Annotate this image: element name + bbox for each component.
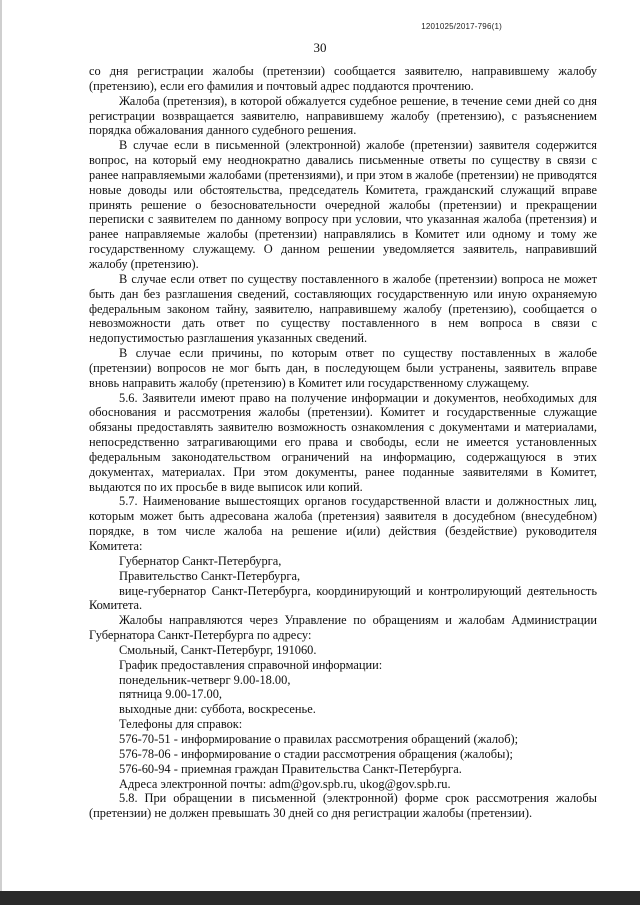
- paragraph-repeated-complaint: В случае если в письменной (электронной) жалобе (претензии) заявителя содержится вопрос, на который ему неоднократно давались письменные ответы по существу в связи с ранее направляемыми жалобами (претензиями), и при этом в жалобе (претензии) не приводятся новые доводы или обстоятельства, председатель Комитета, гражданский служащий вправе принять решение о безосновательности очередной жалобы (претензии) и прекращении переписки с заявителем по данному вопросу при условии, что указанная жалоба (претензия) и ранее направляемые жалобы (претензии) направлялись в Комитет или одному и тому же государственному служащему. О данном решении уведомляется заявитель, направивший жалобу (претензию).: [89, 138, 597, 271]
- paragraph-continuation: со дня регистрации жалобы (претензии) сообщается заявителю, направившему жалобу (претензию), если его фамилия и почтовый адрес поддаются прочтению.: [89, 64, 597, 93]
- page-number: 30: [313, 40, 327, 55]
- scan-bottom-edge: [0, 891, 640, 905]
- contact-schedule-fri: пятница 9.00-17.00,: [119, 687, 223, 702]
- document-code: 1201025/2017-796(1): [421, 22, 502, 31]
- paragraph-5-6: 5.6. Заявители имеют право на получение информации и документов, необходимых для обоснования и рассмотрения жалобы (претензии). Комитет и государственные служащие обязаны предоставлять заявителю возможность ознакомления с документами и материалами, непосредственно затрагивающими его права и свободы, если не имеется установленных федеральным законодательством ограничений на информацию, содержащуюся в этих документах, материалах. При этом документы, ранее поданные заявителями в Комитет, выдаются по их просьбе в виде выписок или копий.: [89, 390, 597, 494]
- paragraph-resubmission: В случае если причины, по которым ответ по существу поставленных в жалобе (претензии) вопросов не мог быть дан, в последующем были устранены, заявитель вправе вновь направить жалобу (претензию) в Комитет или государственному служащему.: [89, 346, 597, 390]
- paragraph-state-secret: В случае если ответ по существу поставленного в жалобе (претензии) вопроса не может быть дан без разглашения сведений, составляющих государственную или иную охраняемую федеральным законом тайну, заявителю, направившему жалобу (претензию), сообщается о невозможности дать ответ по существу поставленного в нем вопроса в связи с недопустимостью разглашения указанных сведений.: [89, 271, 597, 346]
- paragraph-complaints-route: Жалобы направляются через Управление по обращениям и жалобам Администрации Губернатора Санкт-Петербурга по адресу:: [89, 613, 597, 643]
- contact-phone-rules: 576-70-51 - информирование о правилах рассмотрения обращений (жалоб);: [119, 731, 519, 746]
- scan-left-edge: [0, 0, 2, 905]
- contact-address: Смольный, Санкт-Петербург, 191060.: [119, 642, 317, 657]
- paragraph-court-decision: Жалоба (претензия), в которой обжалуется судебное решение, в течение семи дней со дня регистрации возвращается заявителю, направившему жалобу (претензию), с разъяснением порядка обжалования данного судебного решения.: [89, 93, 597, 138]
- document-body: [89, 64, 597, 821]
- contact-phones-title: Телефоны для справок:: [119, 717, 243, 732]
- paragraph-5-7: 5.7. Наименование вышестоящих органов государственной власти и должностных лиц, которым может быть адресована жалоба (претензия) заявителя в досудебном (внесудебном) порядке, в том числе жалоба на решение и(или) действия (бездействие) руководителя Комитета:: [89, 494, 597, 553]
- authority-government: Правительство Санкт-Петербурга,: [119, 568, 301, 583]
- contact-phone-reception: 576-60-94 - приемная граждан Правительства Санкт-Петербурга.: [119, 761, 462, 776]
- authority-governor: Губернатор Санкт-Петербурга,: [119, 553, 282, 568]
- contact-days-off: выходные дни: суббота, воскресенье.: [119, 702, 316, 717]
- paragraph-5-8: 5.8. При обращении в письменной (электронной) форме срок рассмотрения жалобы (претензии) не должен превышать 30 дней со дня регистрации жалобы (претензии).: [89, 791, 597, 821]
- contact-emails: Адреса электронной почты: adm@gov.spb.ru, ukog@gov.spb.ru.: [119, 776, 451, 791]
- contact-schedule-mon-thu: понедельник-четверг 9.00-18.00,: [119, 672, 291, 687]
- authority-vice-governor: вице-губернатор Санкт-Петербурга, координирующий и контролирующий деятельность Комитета.: [89, 583, 597, 613]
- contact-schedule-title: График предоставления справочной информации:: [119, 657, 383, 672]
- contact-phone-status: 576-78-06 - информирование о стадии рассмотрения обращения (жалобы);: [119, 746, 513, 761]
